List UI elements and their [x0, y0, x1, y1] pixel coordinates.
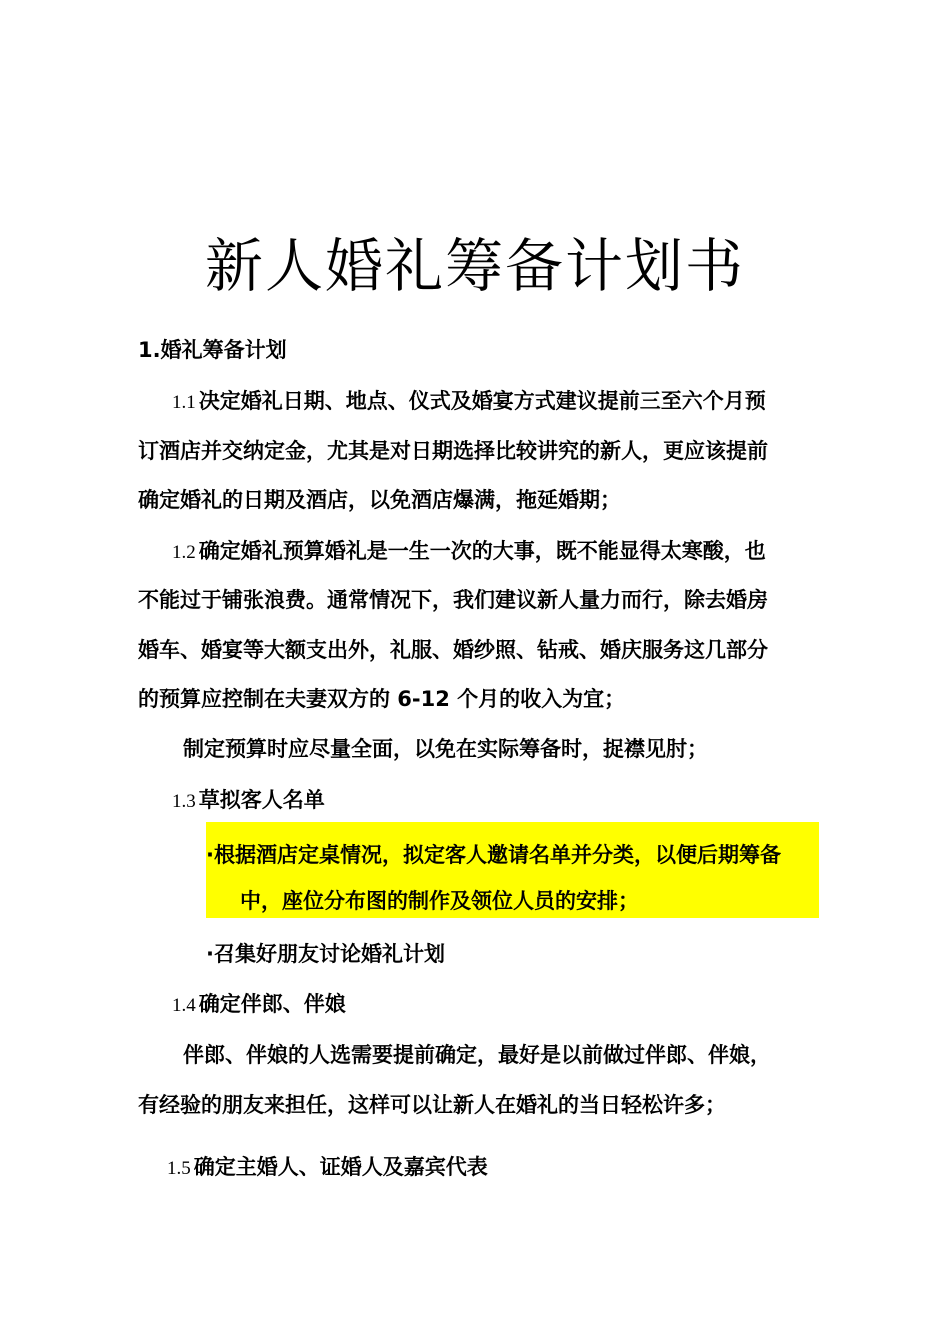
item-1-2-line-1 [172, 536, 766, 568]
item-1-4-heading [172, 989, 346, 1021]
bullet-line-3: ·召集好朋友讨论婚礼计划 [206, 942, 445, 966]
item-1-1-line-1 [172, 386, 766, 418]
item-1-2-line-3: 婚车、婚宴等大额支出外，礼服、婚纱照、钻戒、婚庆服务这几部分 [138, 638, 768, 662]
bullet-line-1: ·根据酒店定桌情况，拟定客人邀请名单并分类，以便后期筹备 [206, 843, 781, 867]
bullet-line-2: 中，座位分布图的制作及领位人员的安排； [240, 889, 639, 913]
item-1-4-line-2: 有经验的朋友来担任，这样可以让新人在婚礼的当日轻松许多； [138, 1093, 726, 1117]
heading-text: 确定主婚人、证婚人及嘉宾代表 [193, 1155, 488, 1179]
document-title: 新人婚礼筹备计划书 [204, 232, 745, 300]
item-1-1-line-3: 确定婚礼的日期及酒店，以免酒店爆满，拖延婚期； [138, 488, 621, 512]
section-heading: 1.婚礼筹备计划 [138, 338, 287, 362]
heading-text: 确定伴郎、伴娘 [198, 992, 346, 1016]
item-1-2-line-5: 制定预算时应尽量全面，以免在实际筹备时，捉襟见肘； [183, 737, 708, 761]
heading-text: 草拟客人名单 [198, 788, 325, 812]
item-1-2-line-2: 不能过于铺张浪费。通常情况下，我们建议新人量力而行，除去婚房 [138, 588, 768, 612]
paragraph-text: 决定婚礼日期、地点、仪式及婚宴方式建议提前三至六个月预 [198, 389, 766, 413]
item-number: 1.4 [172, 995, 196, 1016]
item-1-5-heading [167, 1152, 488, 1184]
item-1-2-line-4: 的预算应控制在夫妻双方的 6-12 个月的收入为宜； [138, 687, 626, 711]
item-1-3-heading [172, 785, 325, 817]
item-number: 1.5 [167, 1158, 191, 1179]
item-number: 1.1 [172, 392, 196, 413]
item-number: 1.2 [172, 542, 196, 563]
item-number: 1.3 [172, 791, 196, 812]
paragraph-text: 确定婚礼预算婚礼是一生一次的大事，既不能显得太寒酸，也 [198, 539, 766, 563]
item-1-1-line-2: 订酒店并交纳定金，尤其是对日期选择比较讲究的新人，更应该提前 [138, 439, 768, 463]
item-1-4-line-1: 伴郎、伴娘的人选需要提前确定，最好是以前做过伴郎、伴娘， [183, 1043, 771, 1067]
